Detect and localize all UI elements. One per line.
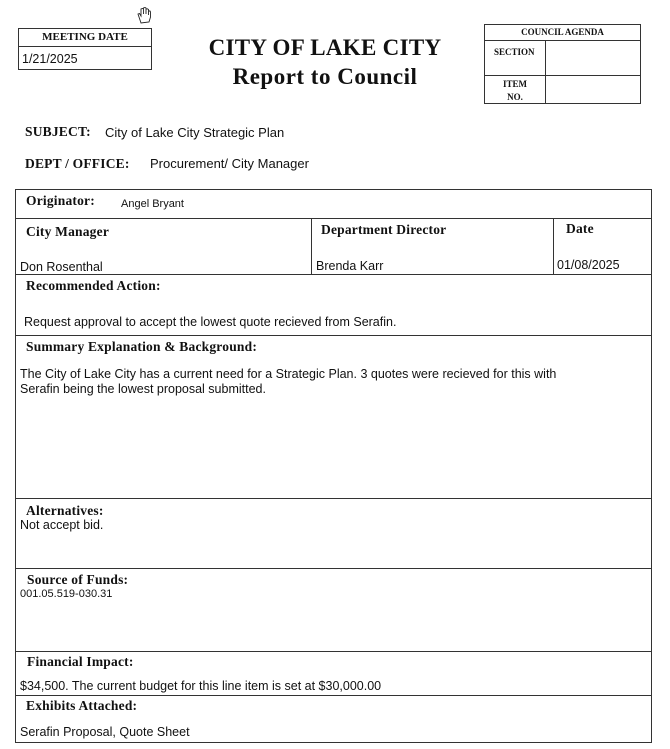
page-title-line2: Report to Council [232,64,418,89]
council-agenda-label: COUNCIL AGENDA [521,27,604,37]
subject-label: SUBJECT: [25,124,91,139]
alternatives-label: Alternatives: [26,503,104,518]
dept-value: Procurement/ City Manager [150,156,309,171]
city-manager-label: City Manager [26,224,110,239]
recommended-action-label: Recommended Action: [26,278,161,293]
hand-cursor-icon [136,6,152,24]
dept-label: DEPT / OFFICE: [25,156,130,171]
item-label: ITEM [502,79,527,89]
meeting-date-value: 1/21/2025 [22,52,78,66]
originator-value: Angel Bryant [121,198,184,210]
item-no-label: NO. [507,92,523,102]
originator-label: Originator: [26,193,95,208]
alternatives-text: Not accept bid. [20,518,104,532]
meeting-date-label: MEETING DATE [42,31,128,43]
exhibits-attached-label: Exhibits Attached: [26,698,138,713]
page-title-line1: CITY OF LAKE CITY [208,35,442,60]
summary-text-line1: The City of Lake City has a current need for a Strategic Plan. 3 quotes were recieved for this with [20,367,557,381]
city-manager-value: Don Rosenthal [20,260,103,274]
council-agenda-box [484,24,641,104]
source-of-funds-text: 001.05.519-030.31 [20,588,113,600]
department-director-label: Department Director [321,222,447,237]
recommended-action-text: Request approval to accept the lowest quote recieved from Serafin. [24,315,397,329]
date-value: 01/08/2025 [557,258,620,272]
summary-text-line2: Serafin being the lowest proposal submitted. [20,382,266,396]
exhibits-attached-text: Serafin Proposal, Quote Sheet [20,725,190,739]
summary-label: Summary Explanation & Background: [26,339,258,354]
financial-impact-text: $34,500. The current budget for this line item is set at $30,000.00 [20,679,382,693]
meeting-date-box [18,28,152,70]
source-of-funds-label: Source of Funds: [27,572,129,587]
date-label: Date [566,221,594,236]
subject-value: City of Lake City Strategic Plan [105,125,285,140]
department-director-value: Brenda Karr [316,259,384,273]
section-label: SECTION [494,47,535,57]
financial-impact-label: Financial Impact: [27,654,134,669]
